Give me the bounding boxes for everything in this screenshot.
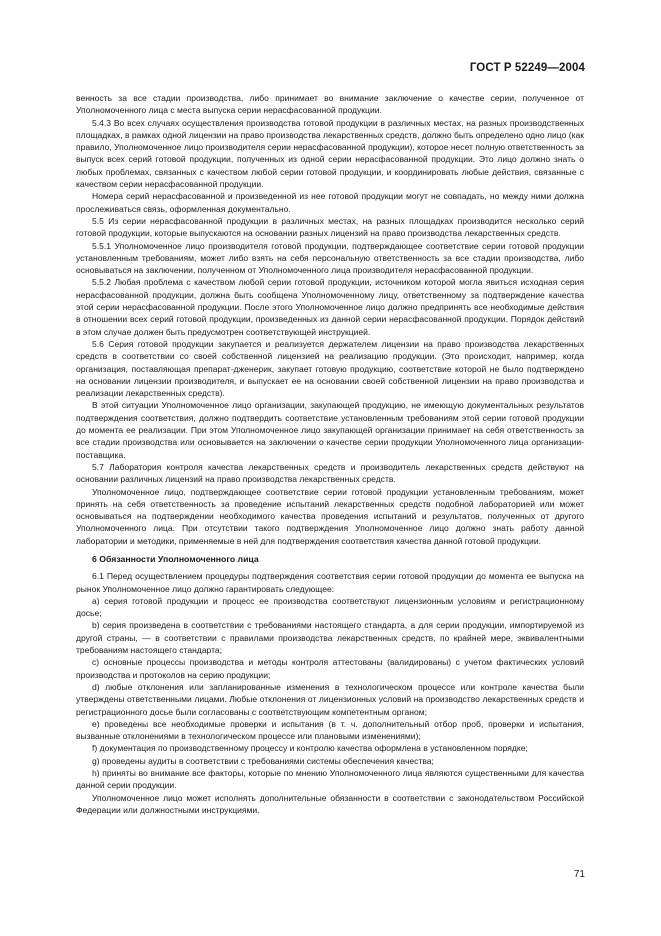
list-item-g: g) проведены аудиты в соответствии с требованиями системы обеспечения качества; (92, 755, 434, 766)
page-number: 71 (573, 869, 585, 880)
paragraph-5-5-2: 5.5.2 Любая проблема с качеством любой серии готовой продукции, источником которой могла явиться исходная серия нерасфасованной продукции, должна быть сообщена Уполномоченному лицу, ответственному за подтверждение качества этой серии нерасфасованной продукции. После этого Уполномоченное лицо должно предпринять все необходимые действия в отношении всех серий готовой продукции, произведенных из данной серии нерасфасованной продукции. Порядок действий в этом случае должен быть предусмотрен соответствующей инструкцией. (76, 277, 584, 337)
paragraph-batch-numbers: Номера серий нерасфасованной и произведенной из нее готовой продукции могут не совпадать, но между ними должна прослеживаться связь, оформленная документально. (76, 191, 584, 214)
paragraph-5-5-1: 5.5.1 Уполномоченное лицо производителя готовой продукции, подтверждающее соответствие серии готовой продукции установленным требованиям, может либо взять на себя персональную ответственность за все стадии производства, либо основываться на заключении, полученном от Уполномоченного лица производителя нерасфасованной продукции. (76, 240, 584, 276)
paragraph-5-7-lab: Уполномоченное лицо, подтверждающее соответствие серии готовой продукции установленным требованиям, может принять на себя ответственность за проведение испытаний лекарственных средств подобной лабораторией или может основываться на подтверждении необходимого качества проведения испытаний и результатов, полученных от другого Уполномоченного лица. При отсутствии такого подтверждения Уполномоченное лицо должно знать работу данной лаборатории и методики, применяемые в ней для подтверждения соответствия качества данной готовой продукции. (76, 486, 584, 546)
list-item-f: f) документация по производственному процессу и контролю качества оформлена в установленном порядке; (92, 743, 528, 754)
paragraph-5-5: 5.5 Из серии нерасфасованной продукции в различных местах, на разных площадках производится несколько серий готовой продукции, которые выпускаются на основании разных лицензий на право производства лекарственных средств. (76, 215, 584, 239)
paragraph-5-6-situation: В этой ситуации Уполномоченное лицо организации, закупающей продукцию, не имеющую документальных результатов подтверждения соответствия, должно подтвердить соответствие установленным требованиям этой серии готовой продукции до момента ее реализации. При этом Уполномоченное лицо закупающей организации принимает на себя ответственность за все стадии производства или основывается на заключении о качестве серии продукции Уполномоченного лица организации-поставщика. (76, 400, 584, 460)
document-code: ГОСТ Р 52249—2004 (469, 62, 585, 74)
paragraph-5-4-3: 5.4.3 Во всех случаях осуществления производства готовой продукции в различных местах, на разных производственных площадках, в рамках одной лицензии на право производства лекарственных средств, должно быть определено одно лицо (как правило, Уполномоченное лицо производителя серии нерасфасованной продукции), которое несет полную ответственность за выпуск всех серий готовой продукции, полученных из одной серии нерасфасованной продукции. Это лицо должно знать о любых проблемах, связанных с качеством любой серии готовой продукции, и координировать любые действия, связанные с качеством серии нерасфасованной продукции. (76, 117, 584, 190)
list-item-b: b) серия произведена в соответствии с требованиями настоящего стандарта, а для серии продукции, импортируемой из другой страны, — в соответствии с правилами производства лекарственных средств, по крайней мере, эквивалентными требованиям настоящего стандарта; (76, 620, 584, 656)
list-item-h: h) приняты во внимание все факторы, которые по мнению Уполномоченного лица являются существенными для качества данной серии продукции. (76, 768, 584, 791)
paragraph-continuation: венность за все стадии производства, либо принимает во внимание заключение о качестве серии, полученное от Уполномоченного лица с места выпуска серии нерасфасованной продукции. (76, 93, 584, 116)
list-item-e: e) проведены все необходимые проверки и испытания (в т. ч. дополнительный отбор проб, проверки и испытания, вызванные отклонениями в технологическом процессе или плановыми изменениями); (76, 718, 584, 742)
paragraph-5-6: 5.6 Серия готовой продукции закупается и реализуется держателем лицензии на право производства лекарственных средств в соответствии со своей собственной лицензией на реализацию продукции. (Это происходит, например, когда организация, поставляющая препарат-дженерик, закупает готовую продукцию, соответствие которой не было подтверждено на основании лицензии производителя, и выпускает ее на основании своей собственной лицензии на право производства и реализации лекарственных средств). (76, 338, 584, 399)
list-item-d: d) любые отклонения или запланированные изменения в технологическом процессе или контроле качества были утверждены ответственными лицами. Любые отклонения от лицензионных условий на производство лекарственных средств и регистрационного досье были согласованы с соответствующим компетентным органом; (76, 681, 584, 717)
paragraph-6-1: 6.1 Перед осуществлением процедуры подтверждения соответствия серии готовой продукции до момента ее выпуска на рынок Уполномоченное лицо должно гарантировать следующее: (76, 571, 584, 594)
paragraph-additional-duties: Уполномоченное лицо может исполнять дополнительные обязанности в соответствии с законодательством Российской Федерации или должностными инструкциями. (76, 792, 584, 815)
paragraph-5-7: 5.7 Лаборатория контроля качества лекарственных средств и производитель лекарственных средств действуют на основании различных лицензий на право производства лекарственных средств. (76, 461, 584, 485)
list-item-a: a) серия готовой продукции и процесс ее производства соответствуют лицензионным условиям и регистрационному досье; (76, 595, 584, 619)
list-item-c: c) основные процессы производства и методы контроля аттестованы (валидированы) с учетом фактических условий производства и протоколов на серию продукции; (76, 657, 584, 680)
document-body (76, 92, 584, 816)
section-heading: 6 Обязанности Уполномоченного лица (92, 553, 259, 564)
